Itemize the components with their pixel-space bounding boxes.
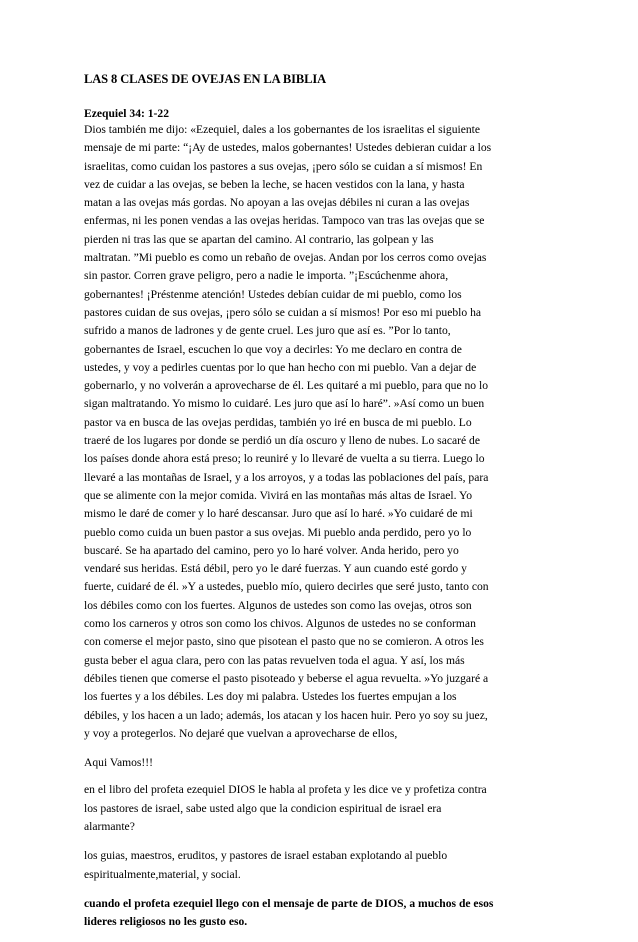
text-line: que se alimente con la mejor comida. Vivirá en las montañas más altas de Israel. Yo bbox=[84, 488, 473, 502]
text-line: gusta beber el agua clara, pero con las patas revuelven toda el agua. Y así, los más bbox=[84, 653, 465, 667]
text-line: sigan maltratando. Yo mismo lo cuidaré. Les juro que así lo haré”. »Así como un buen bbox=[84, 397, 485, 411]
text-line: los pastores de israel, sabe usted algo que la condicion espiritual de israel era bbox=[84, 801, 442, 815]
text-line: gobernarlo, y no volverán a aprovecharse de él. Les quitaré a mi pueblo, para que no lo bbox=[84, 379, 489, 393]
text-line: llevaré a las montañas de Israel, y a los arroyos, y a todas las poblaciones del país, para bbox=[84, 470, 489, 484]
text-line: sin pastor. Corren grave peligro, pero a nadie le importa. ”¡Escúchenme ahora, bbox=[84, 269, 449, 283]
text-line: enfermas, ni les ponen vendas a las ovejas heridas. Tampoco van tras las ovejas que se bbox=[84, 214, 485, 228]
text-line: pueblo como cuida un buen pastor a sus ovejas. Mi pueblo anda perdido, pero yo lo bbox=[84, 525, 472, 539]
text-line: buscaré. Se ha apartado del camino, pero yo lo haré volver. Anda herido, pero yo bbox=[84, 543, 459, 557]
paragraph-3 bbox=[84, 895, 556, 932]
text-line: vez de cuidar a las ovejas, se beben la leche, se hacen vestidos con la lana, y hasta bbox=[84, 177, 465, 191]
text-line: mismo le daré de comer y lo haré descansar. Juro que así lo haré. »Yo cuidaré de mi bbox=[84, 507, 473, 521]
text-line: pierden ni tras las que se apartan del camino. Al contrario, las golpean y las bbox=[84, 232, 434, 246]
text-line: en el libro del profeta ezequiel DIOS le habla al profeta y les dice ve y profetiza contra bbox=[84, 783, 487, 797]
scripture-passage bbox=[84, 121, 556, 743]
text-line: cuando el profeta ezequiel llego con el mensaje de parte de DIOS, a muchos de esos bbox=[84, 896, 494, 910]
text-line: débiles, y los hacen a un lado; además, los atacan y los hacen huir. Pero yo soy su juez, bbox=[84, 708, 488, 722]
text-line: pastor va en busca de las ovejas perdidas, también yo iré en busca de mi pueblo. Lo bbox=[84, 415, 472, 429]
text-line: pastores cuidan de sus ovejas, ¡pero sólo se cuidan a sí mismos! Por eso mi pueblo ha bbox=[84, 305, 482, 319]
text-line: gobernantes de Israel, escuchen lo que voy a decirles: Yo me declaro en contra de bbox=[84, 342, 462, 356]
document-title: LAS 8 CLASES DE OVEJAS EN LA BIBLIA bbox=[84, 72, 327, 86]
text-line: maltratan. ”Mi pueblo es como un rebaño de ovejas. Andan por los cerros como ovejas bbox=[84, 251, 487, 265]
text-line: sufrido a manos de ladrones y de gente cruel. Les juro que así es. ”Por lo tanto, bbox=[84, 324, 451, 338]
text-line: fuerte, cuidaré de él. »Y a ustedes, pueblo mío, quiero decirles que seré justo, tanto con bbox=[84, 580, 489, 594]
paragraph-2 bbox=[84, 847, 556, 884]
text-line: débiles tienen que comerse el pasto pisoteado y beberse el agua revuelta. »Yo juzgaré a bbox=[84, 671, 489, 685]
text-line: los fuertes y a los débiles. Les doy mi palabra. Ustedes los fuertes empujan a los bbox=[84, 690, 457, 704]
text-line: israelitas, como cuidan los pastores a sus ovejas, ¡pero sólo se cuidan a sí mismos! En bbox=[84, 159, 483, 173]
text-line: lideres religiosos no les gusto eso. bbox=[84, 915, 248, 929]
text-line: los guias, maestros, eruditos, y pastores de israel estaban explotando al pueblo bbox=[84, 849, 448, 863]
text-line: gobernantes! ¡Préstenme atención! Ustedes debían cuidar de mi pueblo, como los bbox=[84, 287, 462, 301]
text-line: como los carneros y otros son como los chivos. Algunos de ustedes no se conforman bbox=[84, 617, 476, 631]
text-line: ustedes, y voy a pedirles cuentas por lo que han hecho con mi pueblo. Van a dejar de bbox=[84, 360, 477, 374]
text-line: alarmante? bbox=[84, 819, 135, 833]
text-line: mensaje de mi parte: “¡Ay de ustedes, malos gobernantes! Ustedes debieran cuidar a los bbox=[84, 141, 492, 155]
text-line: espiritualmente,material, y social. bbox=[84, 867, 241, 881]
text-line: vendaré sus heridas. Está débil, pero yo le daré fuerzas. Y aun cuando esté gordo y bbox=[84, 562, 467, 576]
text-line: matan a las ovejas más gordas. No apoyan a las ovejas débiles ni curan a las ovejas bbox=[84, 196, 470, 210]
text-line: Dios también me dijo: «Ezequiel, dales a los gobernantes de los israelitas el siguiente bbox=[84, 123, 481, 136]
text-line: y voy a protegerlos. No dejaré que vuelvan a aprovecharse de ellos, bbox=[84, 726, 398, 740]
text-line: los países donde ahora está preso; lo reuniré y lo llevaré de vuelta a su tierra. Luego lo bbox=[84, 452, 485, 466]
scripture-reference: Ezequiel 34: 1-22 bbox=[84, 107, 170, 120]
paragraph-1 bbox=[84, 781, 556, 836]
text-line: los débiles como con los fuertes. Algunos de ustedes son como las ovejas, otros son bbox=[84, 598, 472, 612]
intro-line: Aqui Vamos!!! bbox=[84, 756, 154, 770]
text-line: traeré de los lugares por donde se perdió un día oscuro y lleno de nubes. Lo sacaré de bbox=[84, 434, 480, 448]
text-line: con comerse el mejor pasto, sino que pisotean el pasto que no se comieron. A otros les bbox=[84, 635, 484, 649]
document-page bbox=[84, 70, 556, 942]
